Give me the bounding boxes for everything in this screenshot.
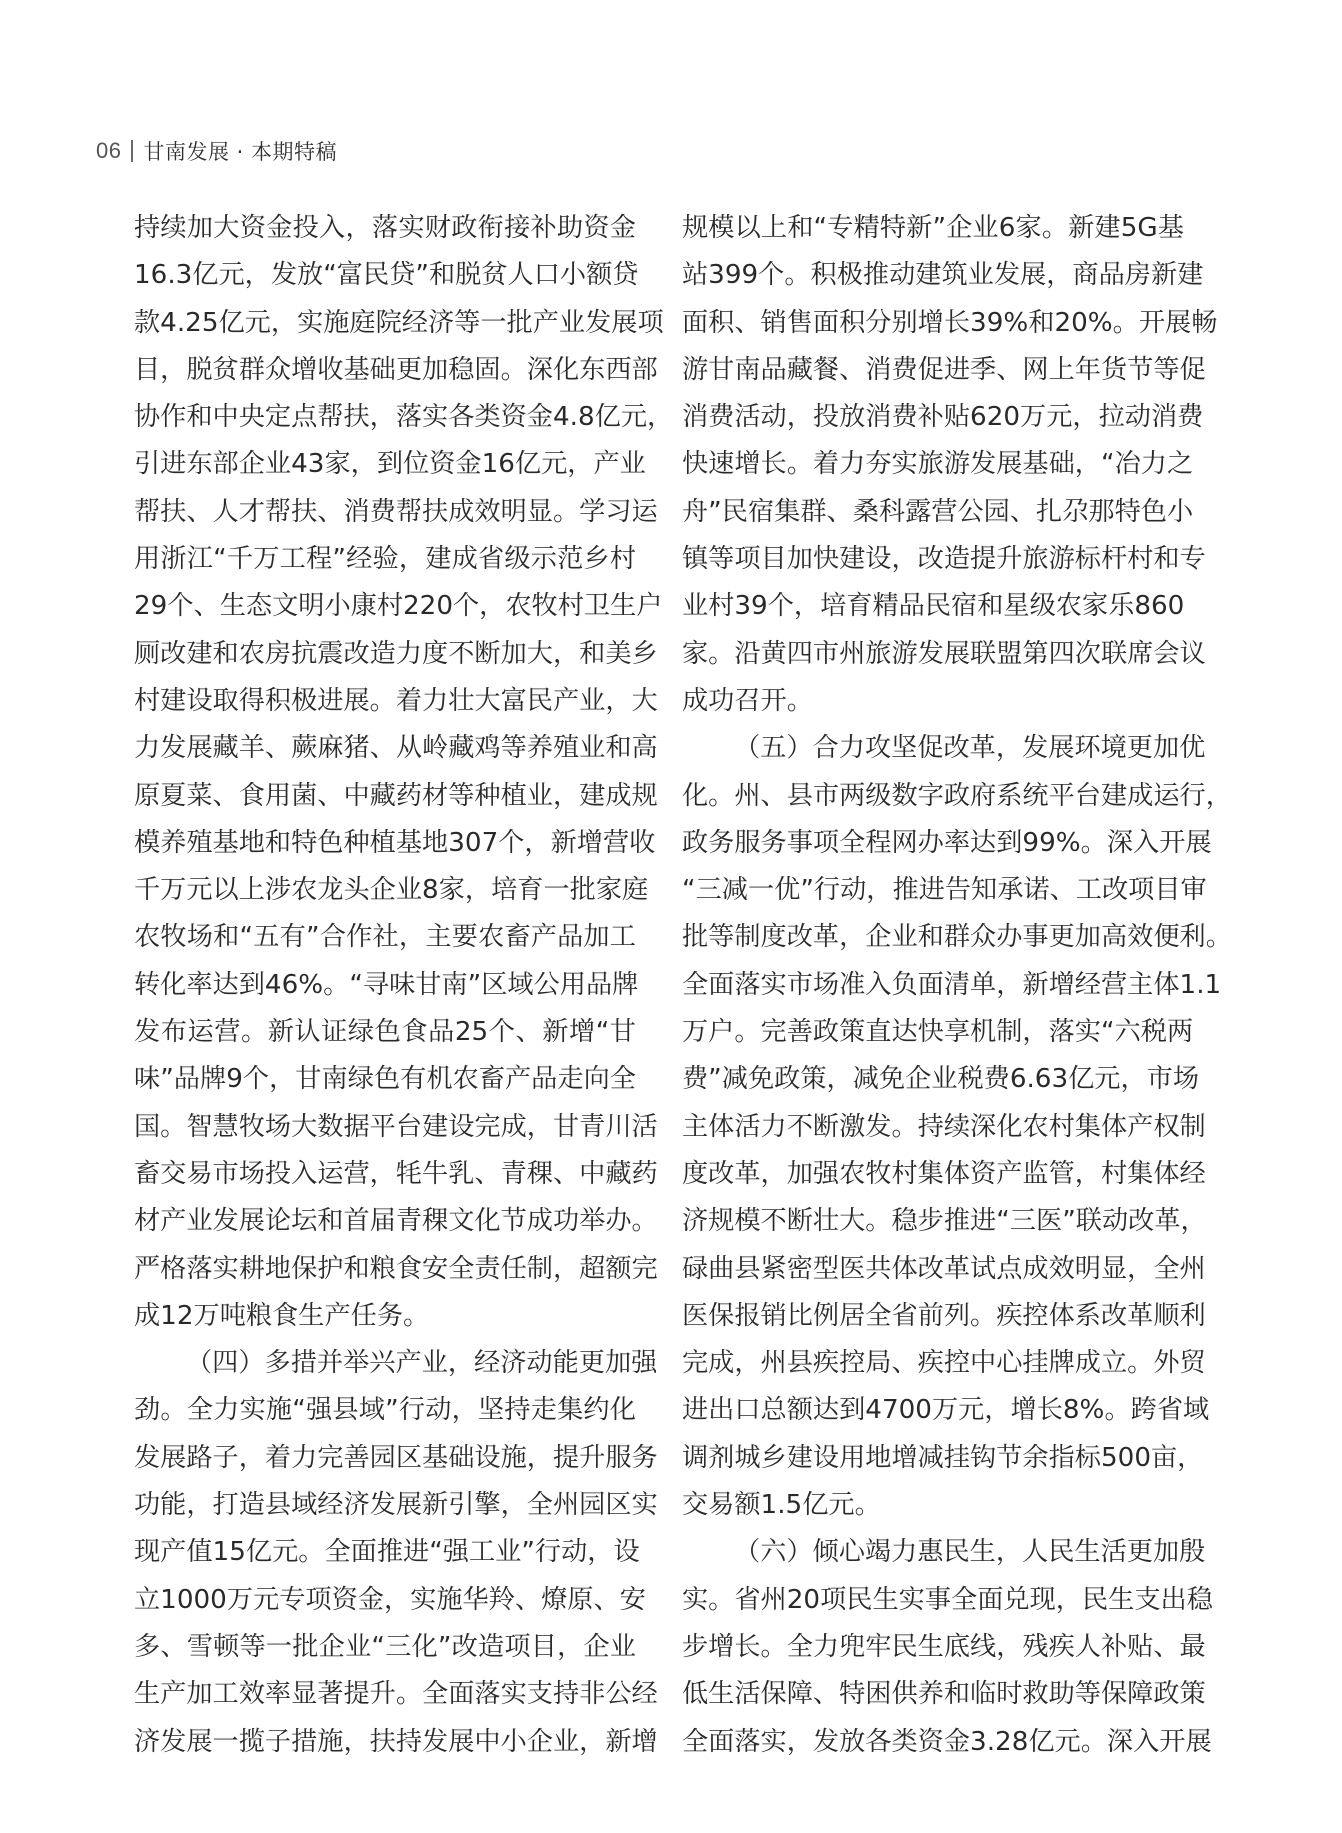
text-line: 济发展一揽子措施，扶持发展中小企业，新增 — [134, 1726, 658, 1757]
text-line: 劲。全力实施“强县域”行动，坚持走集约化 — [134, 1395, 636, 1426]
text-line: 实。省州20项民生实事全面兑现，民生支出稳 — [682, 1584, 1213, 1615]
text-line: 农牧场和“五有”合作社，主要农畜产品加工 — [134, 922, 636, 953]
text-line: 千万元以上涉农龙头企业8家，培育一批家庭 — [134, 875, 649, 906]
text-line: 全面落实市场准入负面清单，新增经营主体1.1 — [682, 969, 1222, 1000]
section-title: 甘南发展 · 本期特稿 — [143, 140, 338, 164]
text-line: 严格落实耕地保护和粮食安全责任制，超额完 — [134, 1253, 658, 1284]
text-line: 完成，州县疾控局、疾控中心挂牌成立。外贸 — [682, 1348, 1206, 1379]
text-line: 多、雪顿等一批企业“三化”改造项目，企业 — [134, 1631, 636, 1662]
text-line: 味”品牌9个，甘南绿色有机农畜产品走向全 — [134, 1064, 636, 1095]
text-line: 村建设取得积极进展。着力壮大富民产业，大 — [134, 685, 658, 716]
text-line: 消费活动，投放消费补贴620万元，拉动消费 — [682, 402, 1204, 433]
text-line: 立1000万元专项资金，实施华羚、燎原、安 — [134, 1584, 646, 1615]
text-line: 化。州、县市两级数字政府系统平台建成运行， — [682, 780, 1232, 811]
text-line: 度改革，加强农牧村集体资产监管，村集体经 — [682, 1158, 1206, 1189]
text-line: 主体活力不断激发。持续深化农村集体产权制 — [682, 1111, 1206, 1142]
text-line: 进出口总额达到4700万元，增长8%。跨省域 — [682, 1395, 1210, 1426]
text-line: 生产加工效率显著提升。全面落实支持非公经 — [134, 1679, 658, 1710]
text-line: 交易额1.5亿元。 — [682, 1490, 881, 1521]
text-line: （五）合力攻坚促改革，发展环境更加优 — [734, 733, 1206, 764]
text-line: 成功召开。 — [682, 685, 813, 716]
text-line: 规模以上和“专精特新”企业6家。新建5G基 — [682, 213, 1184, 243]
text-line: 舟”民宿集群、桑科露营公园、扎尕那特色小 — [682, 496, 1194, 527]
text-line: 功能，打造县域经济发展新引擎，全州园区实 — [134, 1490, 658, 1521]
text-line: 材产业发展论坛和首届青稞文化节成功举办。 — [134, 1206, 658, 1237]
text-line: 快速增长。着力夯实旅游发展基础，“冶力之 — [682, 449, 1194, 480]
text-line: 业村39个，培育精品民宿和星级农家乐860 — [682, 591, 1185, 622]
text-line: 步增长。全力兜牢民生底线，残疾人补贴、最 — [682, 1631, 1206, 1662]
text-line: 医保报销比例居全省前列。疾控体系改革顺利 — [682, 1300, 1206, 1331]
text-line: 持续加大资金投入，落实财政衔接补助资金 — [134, 213, 636, 243]
text-line: 协作和中央定点帮扶，落实各类资金4.8亿元， — [134, 402, 674, 433]
text-line: 现产值15亿元。全面推进“强工业”行动，设 — [134, 1537, 640, 1568]
page-number: 06 — [96, 138, 122, 163]
text-line: 畜交易市场投入运营，牦牛乳、青稞、中藏药 — [134, 1158, 658, 1189]
text-line: 16.3亿元，发放“富民贷”和脱贫人口小额贷 — [134, 260, 639, 291]
text-line: 29个、生态文明小康村220个，农牧村卫生户 — [134, 591, 663, 622]
text-line: 国。智慧牧场大数据平台建设完成，甘青川活 — [134, 1111, 658, 1142]
text-line: 发布运营。新认证绿色食品25个、新增“甘 — [134, 1017, 636, 1048]
text-line: 批等制度改革，企业和群众办事更加高效便利。 — [682, 922, 1232, 953]
header-divider — [131, 140, 133, 162]
page-header — [96, 134, 337, 168]
text-line: 站399个。积极推动建筑业发展，商品房新建 — [682, 260, 1204, 291]
text-line: 发展路子，着力完善园区基础设施，提升服务 — [134, 1442, 658, 1473]
text-line: 厕改建和农房抗震改造力度不断加大，和美乡 — [134, 638, 658, 669]
text-line: 济规模不断壮大。稳步推进“三医”联动改革， — [682, 1206, 1207, 1237]
text-line: 用浙江“千万工程”经验，建成省级示范乡村 — [134, 544, 636, 575]
text-line: 原夏菜、食用菌、中藏药材等种植业，建成规 — [134, 780, 658, 811]
text-line: 引进东部企业43家，到位资金16亿元，产业 — [134, 449, 646, 480]
text-line: （六）倾心竭力惠民生，人民生活更加殷 — [734, 1537, 1206, 1568]
text-line: 低生活保障、特困供养和临时救助等保障政策 — [682, 1679, 1206, 1710]
text-line: 万户。完善政策直达快享机制，落实“六税两 — [682, 1017, 1194, 1048]
text-line: 镇等项目加快建设，改造提升旅游标杆村和专 — [682, 544, 1206, 575]
text-line: 模养殖基地和特色种植基地307个，新增营收 — [134, 827, 656, 858]
text-line: 力发展藏羊、蕨麻猪、从岭藏鸡等养殖业和高 — [134, 733, 658, 764]
text-line: 成12万吨粮食生产任务。 — [134, 1300, 430, 1331]
text-line: 目，脱贫群众增收基础更加稳固。深化东西部 — [134, 354, 658, 385]
text-line: “三减一优”行动，推进告知承诺、工改项目审 — [682, 875, 1207, 906]
text-line: 转化率达到46%。“寻味甘南”区域公用品牌 — [134, 969, 639, 1000]
text-line: 款4.25亿元，实施庭院经济等一批产业发展项 — [134, 307, 664, 338]
text-line: 全面落实，发放各类资金3.28亿元。深入开展 — [682, 1726, 1212, 1757]
text-line: 费”减免政策，减免企业税费6.63亿元，市场 — [682, 1064, 1200, 1095]
text-line: 政务服务事项全程网办率达到99%。深入开展 — [682, 827, 1212, 858]
text-line: 帮扶、人才帮扶、消费帮扶成效明显。学习运 — [134, 496, 658, 527]
left-column — [134, 205, 674, 1766]
right-column — [682, 205, 1232, 1766]
text-line: 游甘南品藏餐、消费促进季、网上年货节等促 — [682, 354, 1206, 385]
text-line: 调剂城乡建设用地增减挂钩节余指标500亩， — [682, 1442, 1204, 1473]
text-line: 面积、销售面积分别增长39%和20%。开展畅 — [682, 307, 1218, 338]
text-line: 家。沿黄四市州旅游发展联盟第四次联席会议 — [682, 638, 1206, 669]
text-line: 碌曲县紧密型医共体改革试点成效明显，全州 — [682, 1253, 1206, 1284]
text-line: （四）多措并举兴产业，经济动能更加强 — [186, 1348, 658, 1379]
